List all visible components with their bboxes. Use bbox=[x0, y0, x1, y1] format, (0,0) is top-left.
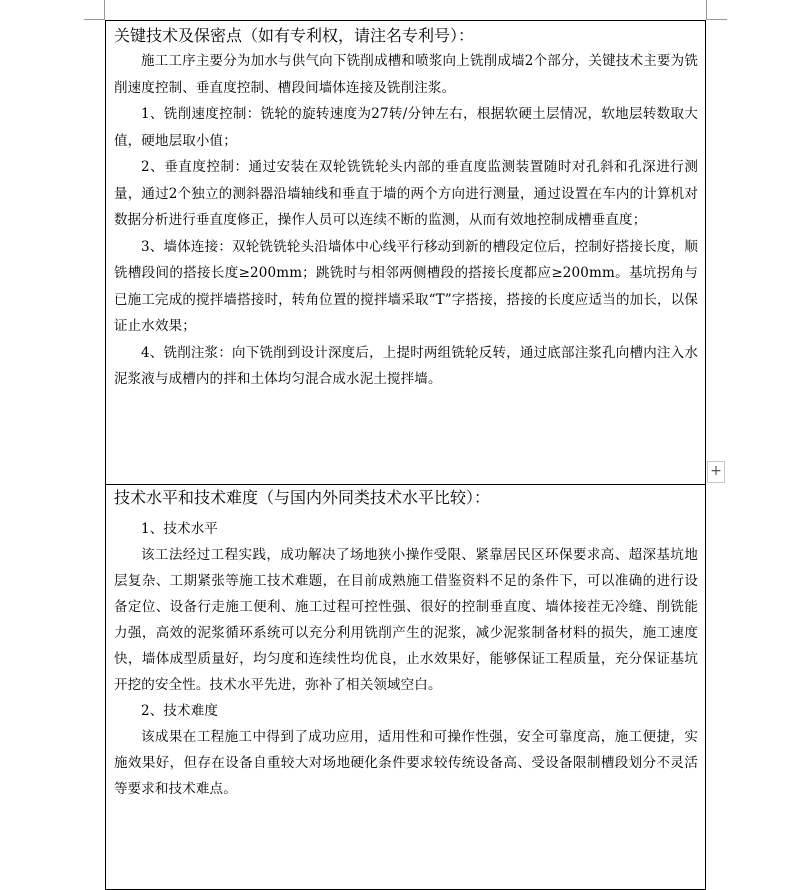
paragraph: 该工法经过工程实践，成功解决了场地狭小操作受限、紧靠居民区环保要求高、超深基坑地层复杂、工期紧张等施工技术难题，在目前成熟施工借鉴资料不足的条件下，可以准确的进行设备定位、设备行走施工便利、施工过程可控性强、很好的控制垂直度、墙体接茬无冷缝、削铣能力强，高效的泥浆循环系统可以充分利用铣削产生的泥浆，减少泥浆制备材料的损失，施工速度快，墙体成型质量好，均匀度和连续性均优良，止水效果好，能够保证工程质量，充分保证基坑开挖的安全性。技术水平先进，弥补了相关领域空白。 bbox=[114, 547, 698, 693]
section-heading-technical-level: 技术水平和技术难度（与国内外同类技术水平比较）： bbox=[114, 488, 491, 507]
technical-level-cell[interactable] bbox=[114, 486, 698, 802]
paragraph: 1、铣削速度控制：铣轮的旋转速度为27转/分钟左右，根据软硬土层情况，软地层转数取大值，硬地层取小值； bbox=[114, 106, 698, 149]
table-row-divider bbox=[105, 484, 706, 485]
page-corner-mark-right-horizontal bbox=[706, 19, 727, 20]
section-heading-key-technology: 关键技术及保密点（如有专利权，请注名专利号）： bbox=[114, 26, 475, 45]
paragraph: 施工工序主要分为加水与供气向下铣削成槽和喷浆向上铣削成墙2个部分，关键技术主要为铣削速度控制、垂直度控制、槽段间墙体连接及铣削注浆。 bbox=[114, 53, 698, 96]
key-technology-cell[interactable] bbox=[114, 24, 698, 393]
paragraph: 2、技术难度 bbox=[141, 703, 218, 719]
paragraph: 3、墙体连接：双轮铣铣轮头沿墙体中心线平行移动到新的槽段定位后，控制好搭接长度，顺铣槽段间的搭接长度≥200mm；跳铣时与相邻两侧槽段的搭接长度都应≥200mm。基坑拐角与已施工完成的搅拌墙搭接时，转角位置的搅拌墙采取“T”字搭接，搭接的长度应适当的加长，以保证止水效果； bbox=[114, 238, 698, 334]
page-corner-mark-left-vertical bbox=[104, 0, 105, 20]
page-corner-mark-left-horizontal bbox=[84, 19, 105, 20]
page-corner-mark-right-vertical bbox=[706, 0, 707, 20]
paragraph: 该成果在工程施工中得到了成功应用，适用性和可操作性强，安全可靠度高，施工便捷，实施效果好，但存在设备自重较大对场地硬化条件要求较传统设备高、受设备限制槽段划分不灵活等要求和技术难点。 bbox=[114, 729, 698, 797]
paragraph: 2、垂直度控制：通过安装在双轮铣铣轮头内部的垂直度监测装置随时对孔斜和孔深进行测量，通过2个独立的测斜器沿墙轴线和垂直于墙的两个方向进行测量，通过设置在车内的计算机对数据分析进行垂直度修正，操作人员可以连续不断的监测，从而有效地控制成槽垂直度； bbox=[114, 159, 698, 228]
paragraph: 4、铣削注浆：向下铣削到设计深度后，上提时两组铣轮反转，通过底部注浆孔向槽内注入水泥浆液与成槽内的拌和土体均匀混合成水泥土搅拌墙。 bbox=[114, 344, 698, 387]
paragraph: 1、技术水平 bbox=[141, 521, 218, 537]
add-row-button[interactable]: + bbox=[707, 461, 725, 483]
